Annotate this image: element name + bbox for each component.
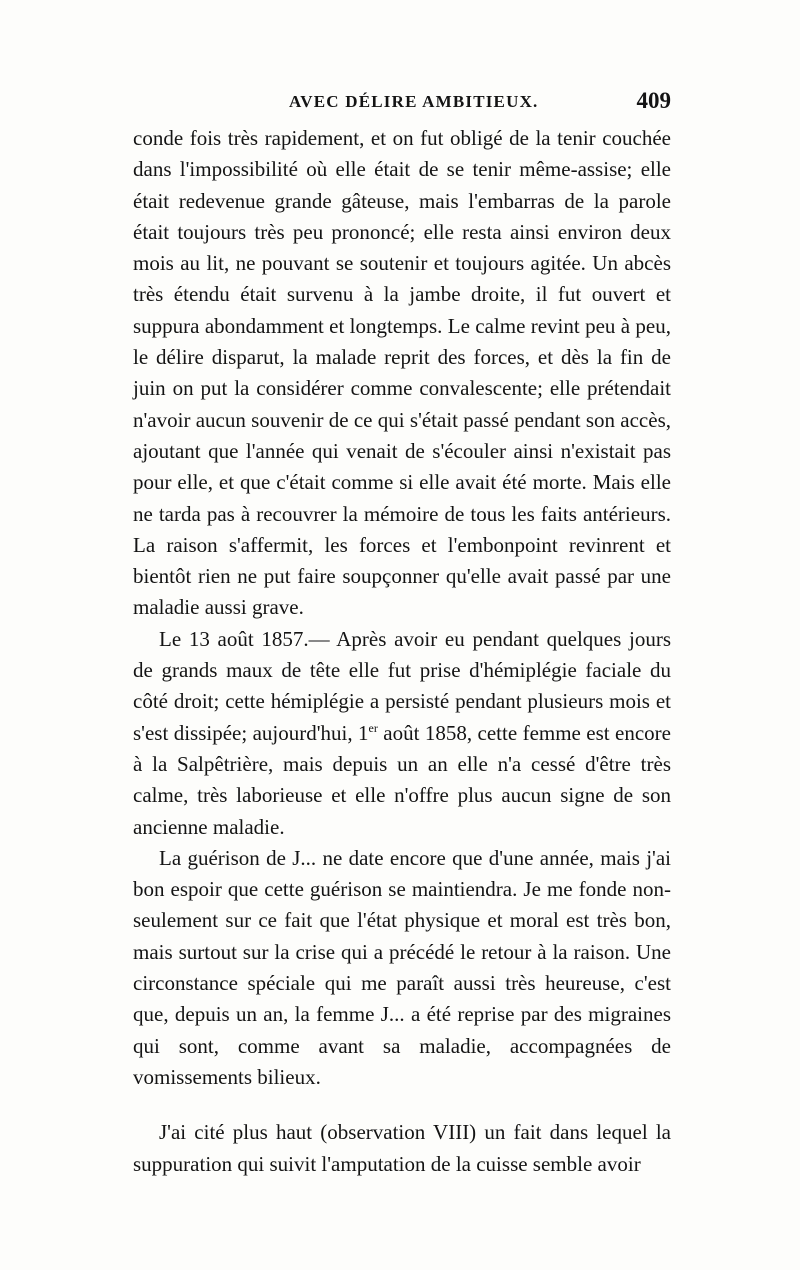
paragraph-dated-entry [133, 624, 671, 843]
paragraph-text-before: Le 13 août 1857.— Après avoir eu pendant quelques jours de grands maux de tête elle fut prise d'hémiplégie faciale du côté droit; cette hémiplégie a persisté pendant plusieurs mois et s'est dissipée; aujourd'hui, 1 [133, 626, 671, 745]
paragraph-text-after: août 1858, cette femme est encore à la Salpêtrière, mais depuis un an elle n'a cessé d'être très calme, très laborieuse et elle n'offre plus aucun signe de son ancienne maladie. [133, 720, 671, 839]
paragraph-prognosis: La guérison de J... ne date encore que d'une année, mais j'ai bon espoir que cette guérison se maintiendra. Je me fonde non-seulement sur ce fait que l'état physique et moral est très bon, mais surtout sur la crise qui a précédé le retour à la raison. Une circonstance spéciale qui me paraît aussi très heureuse, c'est que, depuis un an, la femme J... a été reprise par des migraines qui sont, comme avant sa maladie, accompagnées de vomissements bilieux. [133, 845, 671, 1089]
running-head: AVEC DÉLIRE AMBITIEUX. [289, 92, 539, 111]
page-number: 409 [636, 88, 671, 113]
body-text [133, 123, 671, 1180]
paragraph-observation-reference: J'ai cité plus haut (observation VIII) un fait dans lequel la suppuration qui suivit l'amputation de la cuisse semble avoir [133, 1120, 671, 1176]
paragraph-continued: conde fois très rapidement, et on fut obligé de la tenir couchée dans l'impossibilité où elle était de se tenir même-assise; elle était redevenue grande gâteuse, mais l'embarras de la parole était toujours très peu prononcé; elle resta ainsi environ deux mois au lit, ne pouvant se soutenir et toujours agitée. Un abcès très étendu était survenu à la jambe droite, il fut ouvert et suppura abondamment et longtemps. Le calme revint peu à peu, le délire disparut, la malade reprit des forces, et dès la fin de juin on put la considérer comme convalescente; elle prétendait n'avoir aucun souvenir de ce qui s'était passé pendant son accès, ajoutant que l'année qui venait de s'écouler ainsi n'existait pas pour elle, et que c'était comme si elle avait été morte. Mais elle ne tarda pas à recouvrer la mémoire de tous les faits antérieurs. La raison s'affermit, les forces et l'embonpoint revinrent et bientôt rien ne put faire soupçonner qu'elle avait passé par une maladie aussi grave. [133, 126, 671, 620]
ordinal-superscript: er [368, 720, 378, 735]
page-header [133, 88, 671, 118]
section-break [133, 1093, 671, 1117]
